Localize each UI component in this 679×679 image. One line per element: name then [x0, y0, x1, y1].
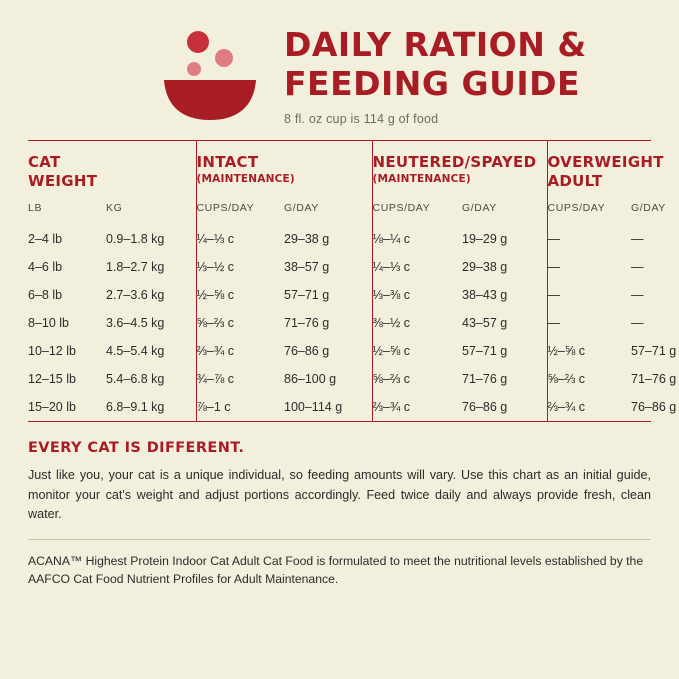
cell-neutered-cups: ⅜–½ c [372, 309, 462, 337]
cell-overweight-g: — [631, 260, 644, 275]
cell-overweight-g: 71–76 g [631, 372, 677, 387]
cell-kg: 5.4–6.8 kg [106, 372, 165, 387]
feeding-table [28, 140, 677, 423]
cell-neutered-g: 29–38 g [462, 260, 508, 275]
cell-neutered-cups: ⅝–⅔ c [372, 365, 462, 393]
cell-overweight-g: 57–71 g [631, 344, 677, 359]
cell-neutered-cups: ⅔–¾ c [372, 393, 462, 421]
cell-lb: 2–4 lb [28, 232, 63, 247]
cell-neutered-g: 57–71 g [462, 344, 508, 359]
cell-kg: 0.9–1.8 kg [106, 232, 165, 247]
cell-neutered-g: 76–86 g [462, 400, 508, 415]
cell-overweight-cups: ⅔–¾ c [547, 393, 631, 421]
cell-neutered-g: 19–29 g [462, 232, 508, 247]
cell-neutered-cups: ⅛–¼ c [372, 223, 462, 253]
table-row [28, 309, 679, 337]
cell-lb: 12–15 lb [28, 372, 76, 387]
cup-conversion-note: 8 fl. oz cup is 114 g of food [284, 111, 439, 126]
cell-neutered-g: 38–43 g [462, 288, 508, 303]
cell-intact-cups: ⅔–¾ c [196, 337, 284, 365]
cell-overweight-cups: — [547, 223, 631, 253]
cell-intact-g: 57–71 g [284, 288, 330, 303]
header [28, 0, 651, 126]
cell-overweight-cups: ⅝–⅔ c [547, 365, 631, 393]
cell-overweight-cups: — [547, 253, 631, 281]
group-title-2: WEIGHT [28, 171, 98, 190]
every-cat-heading: EVERY CAT IS DIFFERENT. [28, 440, 245, 457]
cell-neutered-cups: ⅓–⅜ c [372, 281, 462, 309]
group-title-2: ADULT [547, 171, 603, 190]
unit-kg: KG [106, 202, 123, 215]
table-row [28, 253, 679, 281]
page-title-line-2: FEEDING GUIDE [284, 63, 581, 103]
group-header-intact [196, 141, 372, 201]
cell-neutered-cups: ½–⅝ c [372, 337, 462, 365]
group-title: NEUTERED/SPAYED [372, 152, 537, 171]
cell-overweight-g: — [631, 232, 644, 247]
cell-kg: 6.8–9.1 kg [106, 400, 165, 415]
divider [28, 539, 651, 540]
cell-overweight-cups: ½–⅝ c [547, 337, 631, 365]
cell-intact-g: 76–86 g [284, 344, 330, 359]
title-block [284, 22, 587, 126]
table-row [28, 223, 679, 253]
cell-lb: 8–10 lb [28, 316, 70, 331]
page-title-line-1: DAILY RATION & [284, 25, 587, 64]
unit-overweight-g: G/DAY [631, 202, 666, 215]
table-row [28, 337, 679, 365]
group-title: CAT [28, 152, 61, 171]
unit-neutered-g: G/DAY [462, 202, 497, 215]
cell-kg: 1.8–2.7 kg [106, 260, 165, 275]
cell-kg: 3.6–4.5 kg [106, 316, 165, 331]
cell-intact-g: 29–38 g [284, 232, 330, 247]
cell-neutered-cups: ¼–⅓ c [372, 253, 462, 281]
cell-intact-cups: ½–⅝ c [196, 281, 284, 309]
cell-neutered-g: 71–76 g [462, 372, 508, 387]
group-subtitle: (MAINTENANCE) [196, 172, 295, 185]
bottom-notes [28, 440, 651, 588]
cell-lb: 4–6 lb [28, 260, 63, 275]
cell-overweight-g: — [631, 288, 644, 303]
cell-intact-g: 86–100 g [284, 372, 337, 387]
unit-intact-cups: CUPS/DAY [196, 200, 284, 223]
unit-lb: LB [28, 202, 43, 215]
cell-lb: 10–12 lb [28, 344, 76, 359]
cell-intact-cups: ⅓–½ c [196, 253, 284, 281]
cell-overweight-cups: — [547, 281, 631, 309]
group-title: INTACT [196, 152, 259, 171]
cell-intact-g: 71–76 g [284, 316, 330, 331]
cell-intact-g: 100–114 g [284, 400, 343, 415]
unit-neutered-cups: CUPS/DAY [372, 200, 462, 223]
table-group-header-row [28, 141, 679, 201]
group-header-neutered-spayed [372, 141, 547, 201]
unit-intact-g: G/DAY [284, 202, 319, 215]
cell-kg: 2.7–3.6 kg [106, 288, 165, 303]
bowl-with-kibble-logo [158, 28, 262, 120]
table-row [28, 365, 679, 393]
group-header-cat-weight [28, 141, 196, 201]
aafco-statement: ACANA™ Highest Protein Indoor Cat Adult Cat Food is formulated to meet the nutritional levels established by the AAFCO Cat Food Nutrient Profiles for Adult Maintenance. [28, 553, 644, 587]
guidance-paragraph: Just like you, your cat is a unique individual, so feeding amounts will vary. Use this chart as an initial guide, monitor your cat's weight and adjust portions accordingly. Feed twice daily and always provide fresh, clean water. [28, 468, 651, 522]
unit-overweight-cups: CUPS/DAY [547, 200, 631, 223]
table-units-row [28, 200, 679, 223]
cell-neutered-g: 43–57 g [462, 316, 508, 331]
cell-intact-cups: ⅞–1 c [196, 393, 284, 421]
group-subtitle: (MAINTENANCE) [372, 172, 471, 185]
cell-lb: 15–20 lb [28, 400, 76, 415]
cell-kg: 4.5–5.4 kg [106, 344, 165, 359]
cell-lb: 6–8 lb [28, 288, 63, 303]
group-header-overweight-adult [547, 141, 679, 201]
table-row [28, 393, 679, 421]
cell-overweight-g: — [631, 316, 644, 331]
cell-intact-g: 38–57 g [284, 260, 330, 275]
cell-overweight-cups: — [547, 309, 631, 337]
group-title: OVERWEIGHT [547, 152, 664, 171]
cell-intact-cups: ⅝–⅔ c [196, 309, 284, 337]
cell-intact-cups: ¾–⅞ c [196, 365, 284, 393]
cell-overweight-g: 76–86 g [631, 400, 677, 415]
table-row [28, 281, 679, 309]
cell-intact-cups: ¼–⅓ c [196, 223, 284, 253]
